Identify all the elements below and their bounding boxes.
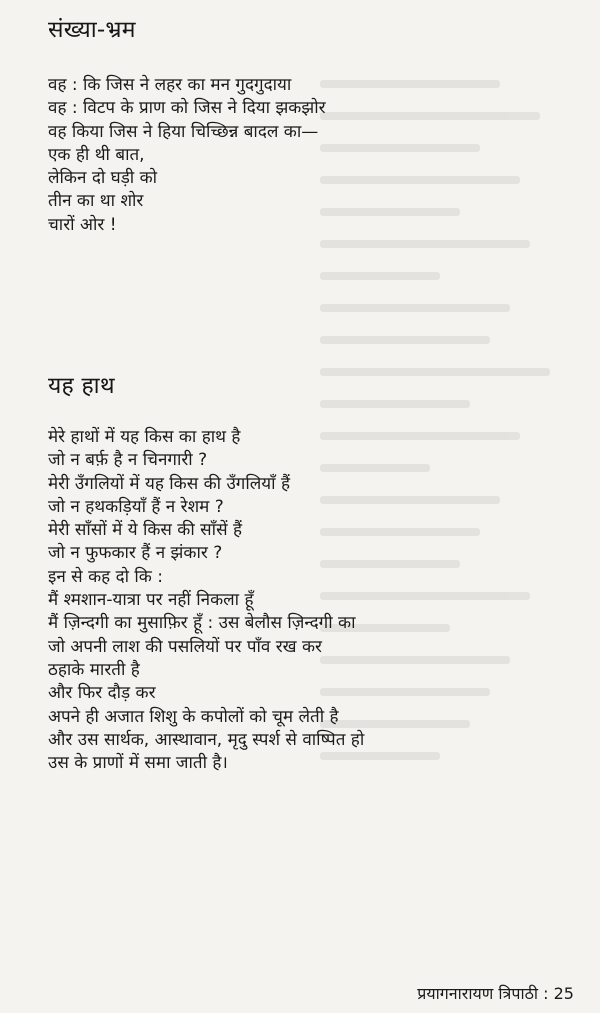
poem-line: इन से कह दो कि :	[48, 566, 163, 587]
poem-body	[48, 426, 364, 775]
poem-body	[48, 74, 326, 237]
poem-title: यह हाथ	[48, 373, 115, 399]
poem-line: अपने ही अजात शिशु के कपोलों को चूम लेती है	[48, 706, 339, 727]
poem-title: संख्या-भ्रम	[48, 17, 136, 43]
poem-line: मैं ज़िन्दगी का मुसाफ़िर हूँ : उस बेलौस ज़िन्दगी का	[48, 613, 356, 634]
poem-line: और फिर दौड़ कर	[48, 683, 156, 704]
poem-line: जो न बर्फ़ है न चिनगारी ?	[48, 450, 208, 471]
poem-line: मेरे हाथों में यह किस का हाथ है	[48, 427, 241, 447]
poem-line: एक ही थी बात,	[48, 144, 145, 165]
poem-line: मेरी साँसों में ये किस की साँसें हैं	[48, 520, 242, 541]
poem-line: जो अपनी लाश की पसलियों पर पाँव रख कर	[48, 636, 323, 657]
poem-line: तीन का था शोर	[48, 191, 144, 212]
poem-line: वह किया जिस ने हिया चिच्छिन्न बादल का—	[48, 121, 319, 142]
poem-line: मैं श्मशान-यात्रा पर नहीं निकला हूँ	[48, 590, 254, 611]
poem-line: वह : विटप के प्राण को जिस ने दिया झकझोर	[48, 98, 326, 119]
poem-line: चारों ओर !	[48, 214, 117, 235]
poem-line: और उस सार्थक, आस्थावान, मृदु स्पर्श से वाष्पित हो	[48, 729, 365, 750]
poem-line: जो न फुफकार हैं न झंकार ?	[48, 543, 223, 564]
poem-line: ठहाके मारती है	[48, 659, 140, 680]
poem-line: जो न हथकड़ियाँ हैं न रेशम ?	[48, 496, 224, 517]
poem-line: वह : कि जिस ने लहर का मन गुदगुदाया	[48, 75, 292, 95]
poem-line: लेकिन दो घड़ी को	[48, 168, 158, 189]
page-footer-author-page-number: प्रयागनारायण त्रिपाठी : 25	[417, 984, 574, 1003]
poem-line: उस के प्राणों में समा जाती है।	[48, 753, 228, 774]
poem-line: मेरी उँगलियों में यह किस की उँगलियाँ हैं	[48, 473, 290, 494]
